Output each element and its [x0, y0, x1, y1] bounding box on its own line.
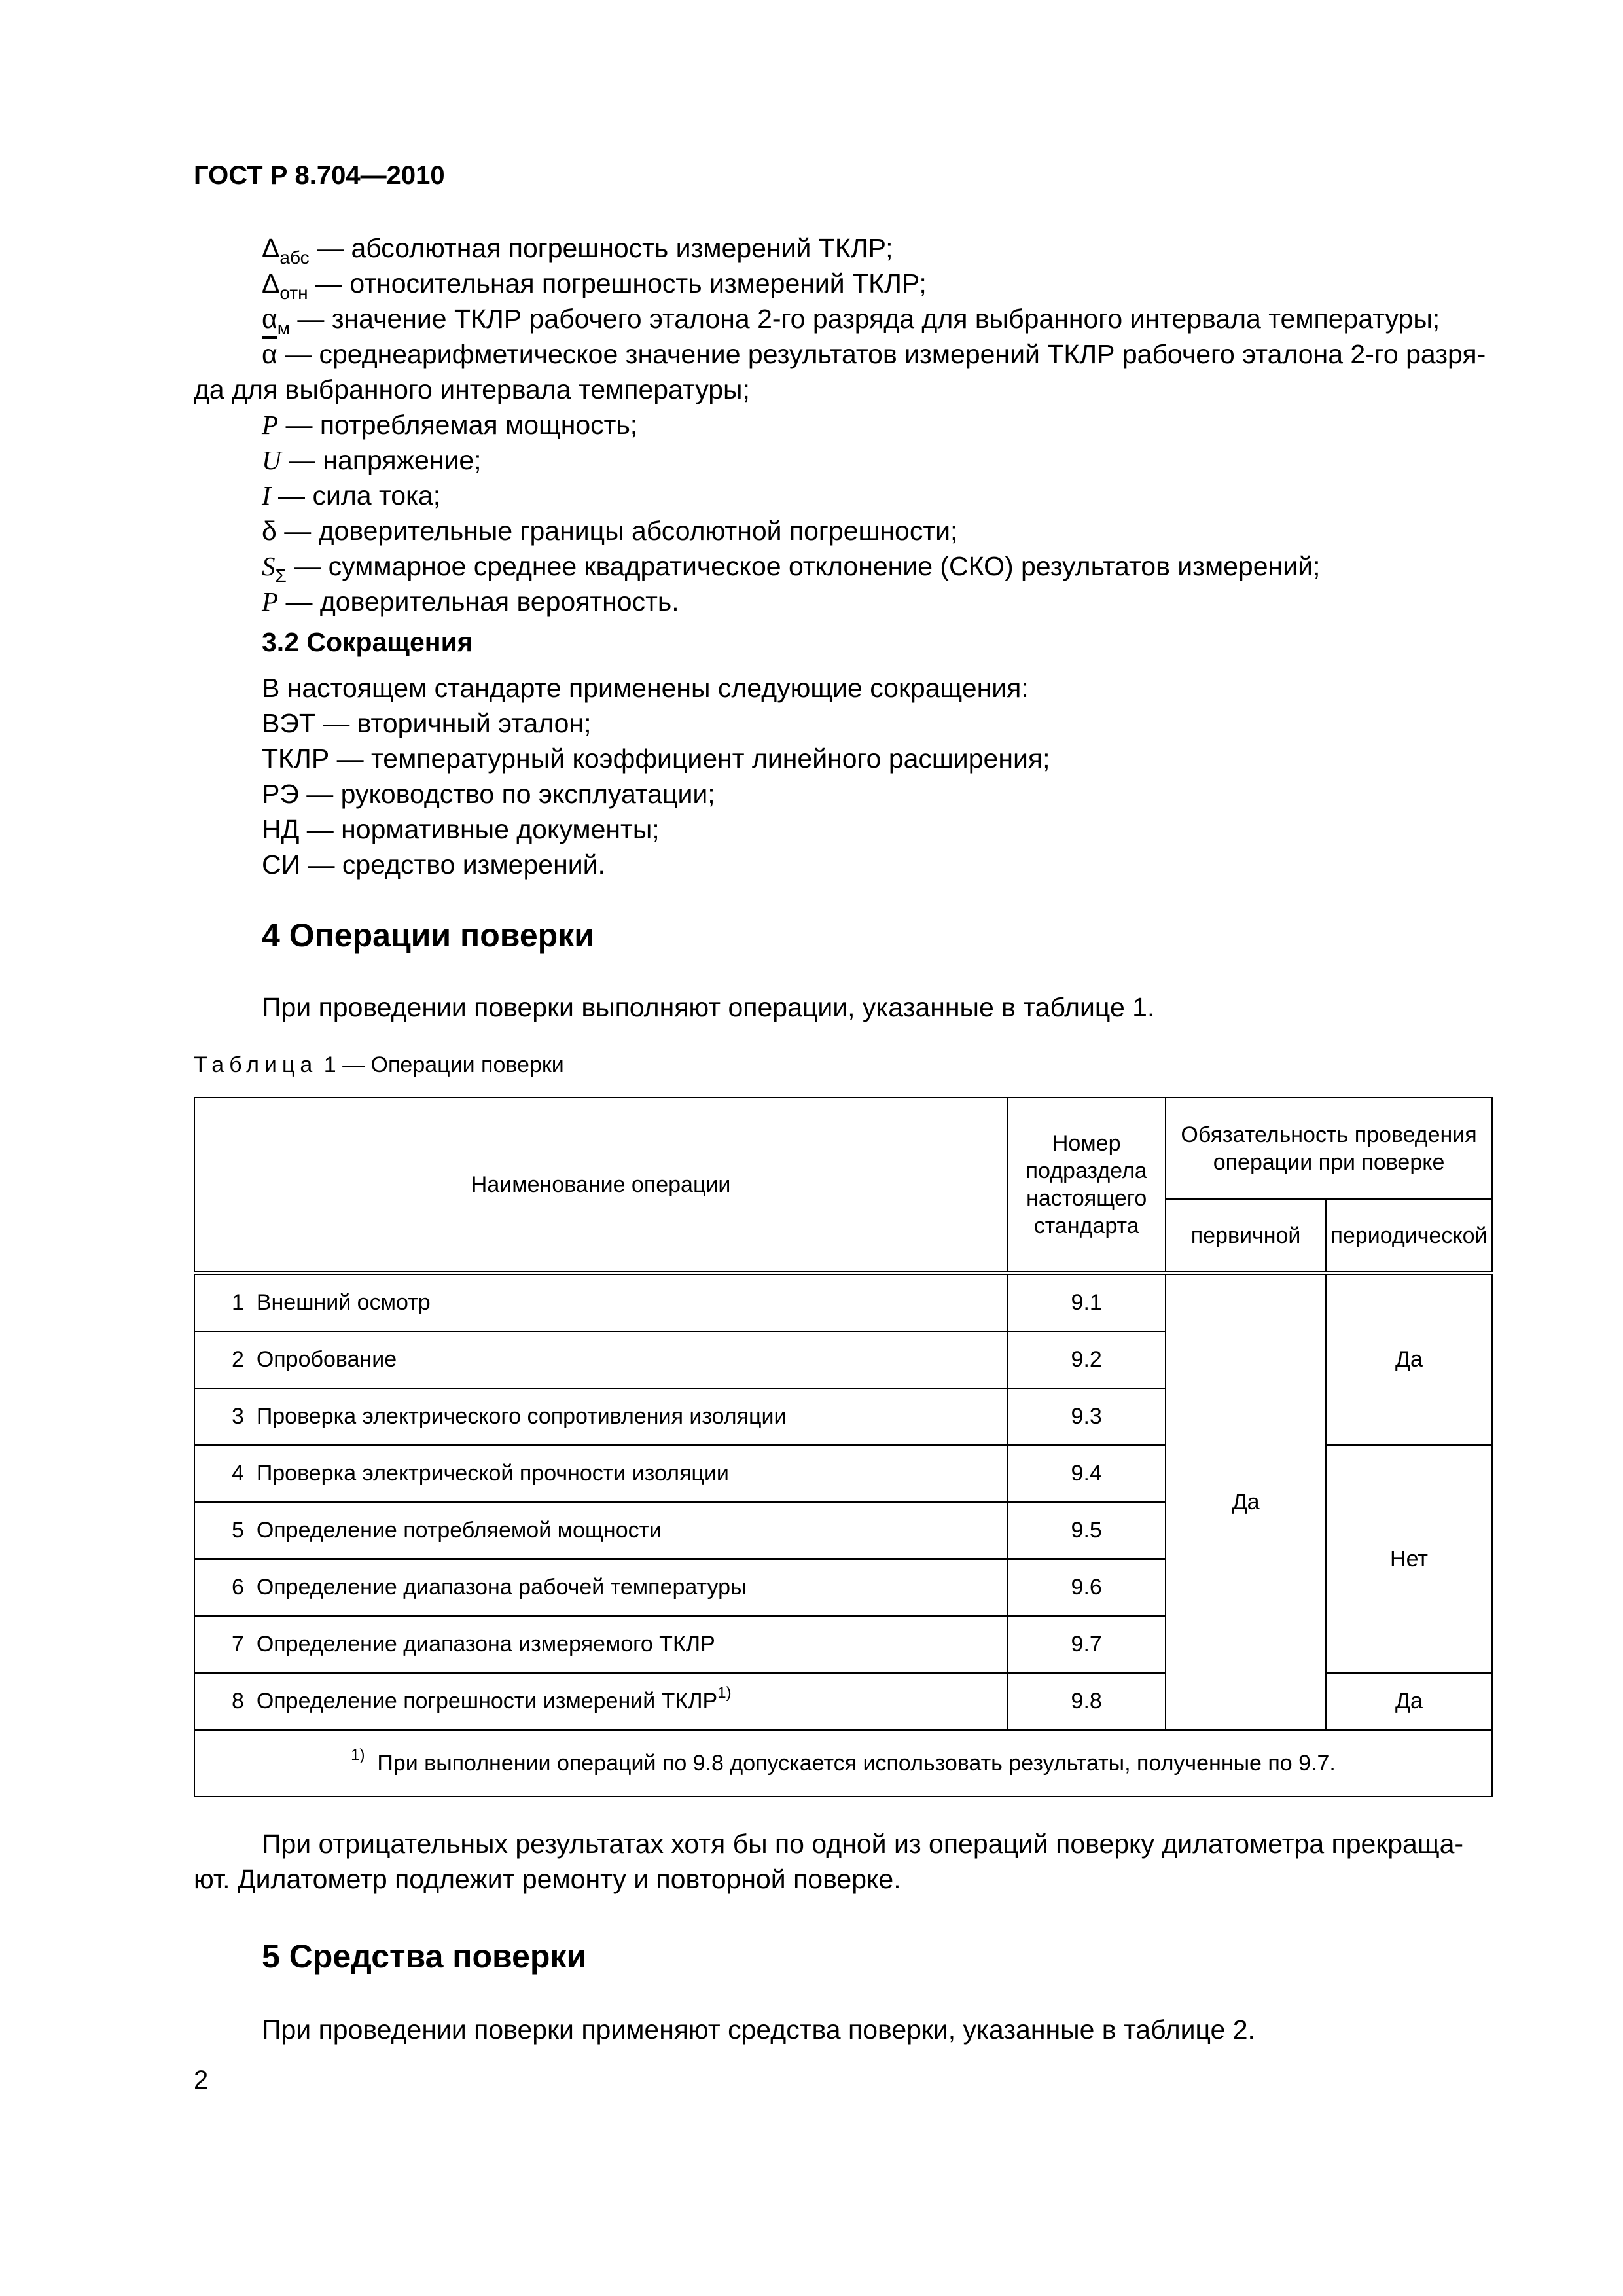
symbol: U — [262, 445, 281, 475]
periodic-value: Нет — [1326, 1445, 1492, 1673]
symbol-def-voltage — [262, 442, 482, 478]
subsection-number: 9.1 — [1007, 1273, 1166, 1331]
symbol-description: — доверительные границы абсолютной погрешности; — [276, 516, 958, 546]
operation-name: Опробование — [256, 1347, 397, 1372]
abbrev-item: СИ — средство измерений. — [262, 850, 605, 880]
section-3-2-heading: 3.2 Сокращения — [262, 627, 473, 657]
section-5-intro: При проведении поверки применяют средства поверки, указанные в таблице 2. — [262, 2015, 1255, 2045]
symbol-description: — доверительная вероятность. — [278, 586, 679, 617]
symbol-description: — напряжение; — [281, 445, 482, 475]
table-caption-word: Таблица — [194, 1052, 318, 1077]
operation-name-cell — [194, 1388, 1007, 1445]
subsection-number: 9.2 — [1007, 1331, 1166, 1388]
symbol: S — [262, 551, 276, 581]
symbol: $\overline{\alpha}$ — [262, 339, 277, 369]
operations-table — [194, 1097, 1493, 1797]
symbol-subscript: Σ — [275, 565, 287, 586]
footnote-reference: 1) — [717, 1684, 732, 1702]
row-number: 5 — [232, 1518, 244, 1543]
operation-name: Проверка электрического сопротивления изоляции — [256, 1404, 787, 1429]
symbol-def-power — [262, 407, 637, 442]
subsection-number: 9.4 — [1007, 1445, 1166, 1502]
row-number: 8 — [232, 1689, 244, 1713]
symbol: P — [262, 586, 279, 617]
operation-name: Определение потребляемой мощности — [256, 1518, 662, 1543]
symbol: P — [262, 410, 279, 440]
after-table-paragraph-line1: При отрицательных результатах хотя бы по одной из операций поверку дилатометра прекраща- — [262, 1829, 1464, 1859]
table-footnote-row — [194, 1730, 1492, 1797]
symbol-description: — суммарное среднее квадратическое отклонение (СКО) результатов измерений; — [286, 551, 1321, 581]
after-table-paragraph-line2: ют. Дилатометр подлежит ремонту и повторной поверке. — [194, 1864, 901, 1894]
section-3-2-intro: В настоящем стандарте применены следующие сокращения: — [262, 673, 1029, 703]
table-1-caption — [194, 1052, 564, 1078]
operation-name-cell — [194, 1445, 1007, 1502]
page-number: 2 — [194, 2066, 209, 2094]
periodic-value: Да — [1326, 1273, 1492, 1445]
col-header-operation-name: Наименование операции — [194, 1098, 1007, 1273]
footnote-text: При выполнении операций по 9.8 допускается использовать результаты, полученные по 9.7. — [377, 1750, 1336, 1776]
section-4-intro: При проведении поверки выполняют операции, указанные в таблице 1. — [262, 992, 1155, 1022]
table-footnote — [194, 1730, 1492, 1797]
symbol-description: — относительная погрешность измерений ТКЛР; — [308, 268, 927, 298]
row-number: 4 — [232, 1461, 244, 1486]
symbol: α — [262, 304, 277, 334]
symbol-subscript: абс — [279, 247, 310, 268]
abbrev-item: ТКЛР — температурный коэффициент линейного расширения; — [262, 744, 1050, 774]
row-number: 6 — [232, 1575, 244, 1600]
operation-name-cell — [194, 1673, 1007, 1730]
operation-name-cell — [194, 1502, 1007, 1559]
symbol: Δ — [262, 268, 280, 298]
col-header-subsection-number: Номер подраздела настоящего стандарта — [1007, 1098, 1166, 1273]
section-4-heading: 4 Операции поверки — [262, 917, 594, 954]
symbol-description: — значение ТКЛР рабочего эталона 2-го разряда для выбранного интервала температуры; — [289, 304, 1440, 334]
symbol: I — [262, 480, 271, 511]
operation-name: Проверка электрической прочности изоляции — [256, 1461, 729, 1486]
abbrev-item: ВЭТ — вторичный эталон; — [262, 708, 592, 738]
symbol-def-probability — [262, 584, 679, 619]
symbol-subscript: м — [277, 318, 290, 338]
symbol-description: — среднеарифметическое значение результатов измерений ТКЛР рабочего эталона 2-го разря- — [277, 339, 1486, 369]
abbrev-item: НД — нормативные документы; — [262, 814, 660, 844]
table-row — [194, 1273, 1492, 1331]
footnote-mark: 1) — [351, 1746, 365, 1764]
primary-value: Да — [1166, 1273, 1326, 1730]
symbol-def-alpha-mean — [262, 336, 1486, 372]
operation-name-cell — [194, 1559, 1007, 1616]
symbol-description: — потребляемая мощность; — [278, 410, 638, 440]
symbol: Δ — [262, 233, 280, 263]
col-header-obligation: Обязательность проведения операции при поверке — [1166, 1098, 1492, 1199]
row-number: 1 — [232, 1290, 244, 1315]
section-5-heading: 5 Средства поверки — [262, 1938, 587, 1975]
operation-name-cell — [194, 1331, 1007, 1388]
operation-name: Определение погрешности измерений ТКЛР — [256, 1689, 718, 1713]
operation-name-cell — [194, 1273, 1007, 1331]
abbrev-item: РЭ — руководство по эксплуатации; — [262, 779, 715, 809]
periodic-value: Да — [1326, 1673, 1492, 1730]
symbol: δ — [262, 516, 277, 546]
operation-name: Внешний осмотр — [256, 1290, 431, 1315]
symbol-def-alpha-mean-continued: да для выбранного интервала температуры; — [194, 374, 750, 404]
operation-name: Определение диапазона рабочей температуры — [256, 1575, 747, 1600]
operation-name-cell — [194, 1616, 1007, 1673]
symbol-description: — абсолютная погрешность измерений ТКЛР; — [309, 233, 893, 263]
subsection-number: 9.5 — [1007, 1502, 1166, 1559]
col-header-periodic: периодической — [1326, 1199, 1492, 1273]
symbol-description: — сила тока; — [270, 480, 441, 511]
symbol-def-delta-bounds — [262, 513, 957, 548]
col-header-primary: первичной — [1166, 1199, 1326, 1273]
row-number: 2 — [232, 1347, 244, 1372]
subsection-number: 9.3 — [1007, 1388, 1166, 1445]
symbol-subscript: отн — [279, 283, 308, 303]
table-caption-title: 1 — Операции поверки — [317, 1052, 564, 1077]
subsection-number: 9.8 — [1007, 1673, 1166, 1730]
subsection-number: 9.7 — [1007, 1616, 1166, 1673]
operation-name: Определение диапазона измеряемого ТКЛР — [256, 1632, 715, 1657]
row-number: 3 — [232, 1404, 244, 1429]
symbol-def-current — [262, 478, 440, 513]
row-number: 7 — [232, 1632, 244, 1657]
subsection-number: 9.6 — [1007, 1559, 1166, 1616]
document-id-header: ГОСТ Р 8.704—2010 — [194, 161, 445, 190]
